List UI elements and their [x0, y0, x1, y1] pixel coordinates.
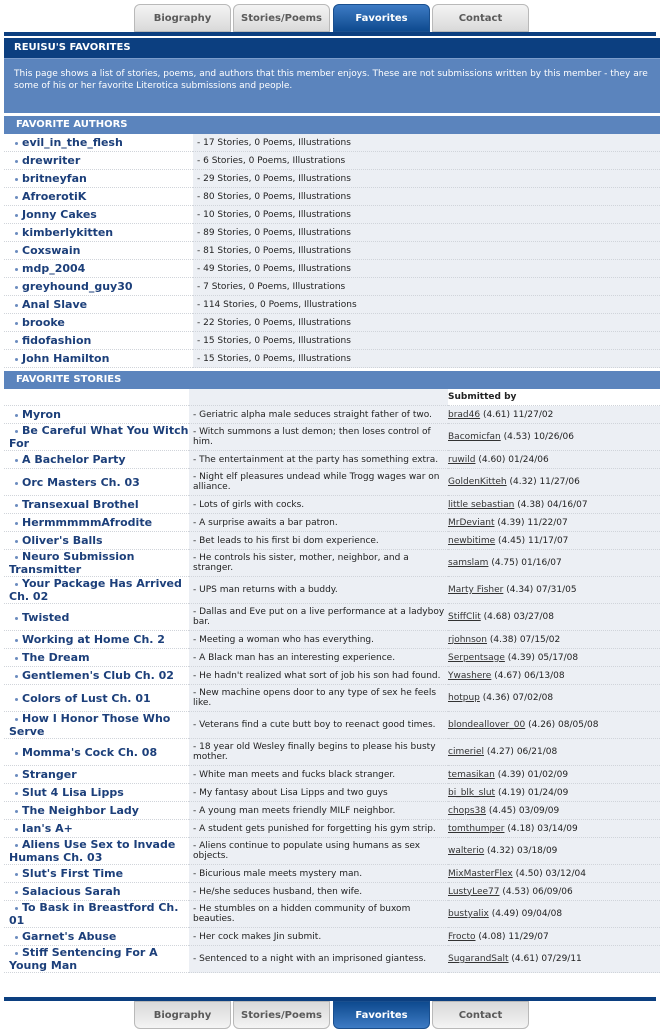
author-row: [4, 188, 660, 206]
story-description: - Bet leads to his first bi dom experience.: [189, 532, 448, 550]
author-stats: - 80 Stories, 0 Poems, Illustrations: [193, 188, 660, 206]
bullet-icon: [15, 504, 18, 507]
author-row: [4, 134, 660, 152]
story-row: [4, 838, 660, 865]
story-row: [4, 649, 660, 667]
author-row: [4, 278, 660, 296]
submitter-link[interactable]: Bacomicfan: [448, 432, 501, 442]
story-title-link[interactable]: Transexual Brothel: [22, 498, 139, 511]
bullet-icon: [15, 718, 18, 721]
story-title-link[interactable]: Oliver's Balls: [22, 534, 103, 547]
bullet-icon: [15, 556, 18, 559]
stories-table: [4, 389, 660, 973]
story-row: [4, 865, 660, 883]
story-title-link[interactable]: Neuro Submission Transmitter: [9, 550, 135, 576]
story-date: 03/14/09: [537, 823, 578, 834]
story-title-link[interactable]: Stranger: [22, 768, 77, 781]
story-rating: (4.36): [482, 693, 510, 703]
story-date: 10/26/06: [533, 432, 574, 442]
story-date: 07/15/02: [519, 634, 561, 645]
story-row: [4, 712, 660, 739]
favorites-content: [4, 38, 660, 973]
author-row: [4, 314, 660, 332]
story-date: 03/09/09: [518, 805, 560, 816]
story-date: 05/17/08: [537, 652, 579, 663]
bullet-icon: [15, 340, 18, 343]
submitter-link[interactable]: bi_blk_slut: [448, 787, 496, 798]
bullet-icon: [15, 583, 18, 586]
story-date: 07/02/08: [512, 693, 554, 703]
story-title-link[interactable]: Aliens Use Sex to Invade Humans Ch. 03: [9, 838, 176, 864]
bullet-icon: [15, 828, 18, 831]
submitter-link[interactable]: hotpup: [448, 693, 480, 703]
author-row: [4, 170, 660, 188]
submitter-link[interactable]: Ywashere: [448, 670, 492, 681]
author-link[interactable]: kimberlykitten: [22, 226, 114, 239]
tab-stories-poems[interactable]: Stories/Poems: [233, 1001, 330, 1029]
story-rating: (4.32): [509, 477, 537, 487]
story-row: [4, 577, 660, 604]
story-rating: (4.26): [528, 720, 556, 730]
bullet-icon: [15, 540, 18, 543]
story-date: 04/16/07: [547, 499, 588, 510]
submitter-link[interactable]: Marty Fisher: [448, 585, 504, 595]
story-description: - A student gets punished for forgetting his gym strip.: [189, 820, 448, 838]
submitter-link[interactable]: temasikan: [448, 769, 495, 780]
story-date: 11/22/07: [527, 517, 568, 528]
author-link[interactable]: drewriter: [22, 154, 81, 167]
story-row: [4, 784, 660, 802]
story-row: [4, 514, 660, 532]
story-rating: (4.32): [487, 846, 515, 856]
bullet-icon: [15, 142, 18, 145]
favorite-stories-header: FAVORITE STORIES: [4, 371, 660, 389]
story-rating: (4.50): [515, 868, 543, 879]
authors-table: [4, 134, 660, 368]
bullet-icon: [15, 907, 18, 910]
story-row: [4, 424, 660, 451]
submitter-link[interactable]: blondeallover_00: [448, 720, 526, 730]
author-row: [4, 332, 660, 350]
bullet-icon: [15, 936, 18, 939]
story-date: 01/24/09: [527, 787, 569, 798]
author-link[interactable]: fidofashion: [22, 334, 92, 347]
story-description: - 18 year old Wesley finally begins to please his busty mother.: [189, 739, 448, 766]
story-rating: (4.53): [502, 886, 530, 897]
author-row: [4, 260, 660, 278]
story-title-link[interactable]: How I Honor Those Who Serve: [9, 712, 171, 738]
author-stats: - 7 Stories, 0 Poems, Illustrations: [193, 278, 660, 296]
story-date: 06/13/08: [524, 670, 565, 681]
story-rating: (4.34): [506, 585, 534, 595]
story-date: 11/27/02: [512, 409, 554, 420]
intro-text: This page shows a list of stories, poems, and authors that this member enjoys. These are not submissions written by this member - they are some of his or her favorite Literotica submissions and people.: [4, 58, 660, 113]
story-rating: (4.39): [497, 769, 525, 780]
bullet-icon: [15, 952, 18, 955]
bullet-icon: [15, 160, 18, 163]
story-description: - Dallas and Eve put on a live performance at a ladyboy bar.: [189, 604, 448, 631]
story-rating: (4.61): [482, 409, 511, 420]
story-title-link[interactable]: HermmmmmAfrodite: [22, 516, 153, 529]
story-description: - Veterans find a cute butt boy to reenact good times.: [189, 712, 448, 739]
story-row: [4, 469, 660, 496]
story-date: 03/27/08: [513, 612, 554, 622]
story-title-link[interactable]: The Neighbor Lady: [22, 804, 139, 817]
story-date: 11/17/07: [527, 535, 569, 546]
story-row: [4, 667, 660, 685]
bullet-icon: [15, 792, 18, 795]
story-rating: (4.68): [483, 612, 511, 622]
story-rating: (4.39): [507, 652, 535, 663]
bullet-icon: [15, 657, 18, 660]
author-link[interactable]: Jonny Cakes: [22, 208, 97, 221]
story-row: [4, 604, 660, 631]
bullet-icon: [15, 286, 18, 289]
bottom-tab-bar: [0, 1001, 660, 1031]
story-row: [4, 685, 660, 712]
tab-biography[interactable]: Biography: [134, 1001, 231, 1029]
story-description: - A Black man has an interesting experience.: [189, 649, 448, 667]
story-rating: (4.45): [498, 535, 526, 546]
story-description: - UPS man returns with a buddy.: [189, 577, 448, 604]
bullet-icon: [15, 873, 18, 876]
story-row: [4, 928, 660, 946]
bullet-icon: [15, 617, 18, 620]
author-link[interactable]: AfroerotiK: [22, 190, 87, 203]
submitter-link[interactable]: SugarandSalt: [448, 954, 509, 964]
bullet-icon: [15, 459, 18, 462]
submitter-link[interactable]: chops38: [448, 805, 487, 816]
story-description: - Witch summons a lust demon; then loses control of him.: [189, 424, 448, 451]
page-title: REUISU'S FAVORITES: [4, 38, 660, 58]
bullet-icon: [15, 844, 18, 847]
story-title-link[interactable]: Twisted: [22, 610, 70, 624]
story-description: - Aliens continue to populate using humans as sex objects.: [189, 838, 448, 865]
story-date: 07/29/11: [541, 954, 582, 964]
submitter-link[interactable]: Serpentsage: [448, 652, 505, 663]
story-title-link[interactable]: Slut 4 Lisa Lipps: [22, 786, 124, 799]
submitter-link[interactable]: brad46: [448, 409, 481, 420]
bullet-icon: [15, 698, 18, 701]
story-rating: (4.45): [488, 805, 516, 816]
author-row: [4, 350, 660, 368]
story-row: [4, 550, 660, 577]
bullet-icon: [15, 675, 18, 678]
story-description: - Sentenced to a night with an imprisoned giantess.: [189, 946, 448, 973]
story-rating: (4.53): [503, 432, 531, 442]
tab-favorites[interactable]: Favorites: [333, 1001, 430, 1029]
submitter-link[interactable]: LustyLee77: [448, 886, 500, 897]
story-rating: (4.18): [507, 823, 535, 834]
author-stats: - 114 Stories, 0 Poems, Illustrations: [193, 296, 660, 314]
tab-contact[interactable]: Contact: [432, 1001, 529, 1029]
story-date: 07/31/05: [536, 585, 577, 595]
submitter-link[interactable]: little sebastian: [448, 499, 515, 510]
bullet-icon: [15, 430, 18, 433]
bullet-icon: [15, 891, 18, 894]
story-rating: (4.61): [511, 954, 539, 964]
author-stats: - 10 Stories, 0 Poems, Illustrations: [193, 206, 660, 224]
bullet-icon: [15, 196, 18, 199]
story-row: [4, 901, 660, 928]
author-stats: - 89 Stories, 0 Poems, Illustrations: [193, 224, 660, 242]
top-tab-bar: [0, 4, 660, 34]
author-stats: - 81 Stories, 0 Poems, Illustrations: [193, 242, 660, 260]
author-stats: - 17 Stories, 0 Poems, Illustrations: [193, 134, 660, 152]
submitter-link[interactable]: cimeriel: [448, 747, 484, 757]
tab-contact[interactable]: Contact: [432, 4, 529, 32]
story-description: - He hadn't realized what sort of job his son had found.: [189, 667, 448, 685]
story-rating: (4.67): [494, 670, 522, 681]
story-rating: (4.39): [497, 517, 525, 528]
story-description: - Her cock makes Jin submit.: [189, 928, 448, 946]
story-description: - My fantasy about Lisa Lipps and two guys: [189, 784, 448, 802]
submitter-link[interactable]: walterio: [448, 846, 485, 856]
author-stats: - 15 Stories, 0 Poems, Illustrations: [193, 350, 660, 368]
author-row: [4, 242, 660, 260]
author-link[interactable]: brooke: [22, 316, 65, 329]
author-stats: - 29 Stories, 0 Poems, Illustrations: [193, 170, 660, 188]
submitter-link[interactable]: samslam: [448, 558, 489, 568]
story-title-link[interactable]: Gentlemen's Club Ch. 02: [22, 669, 174, 682]
story-title-link[interactable]: Your Package Has Arrived Ch. 02: [9, 577, 182, 603]
bullet-icon: [15, 522, 18, 525]
story-title-link[interactable]: The Dream: [22, 651, 90, 664]
tab-favorites[interactable]: Favorites: [333, 4, 430, 32]
bullet-icon: [15, 322, 18, 325]
author-link[interactable]: Coxswain: [22, 244, 81, 257]
story-title-link[interactable]: To Bask in Breastford Ch. 01: [9, 901, 179, 927]
story-row: [4, 946, 660, 973]
story-date: 08/05/08: [558, 720, 599, 730]
author-link[interactable]: Anal Slave: [22, 298, 88, 311]
author-row: [4, 152, 660, 170]
story-rating: (4.27): [486, 747, 514, 757]
submitted-by-header: Submitted by: [448, 389, 660, 406]
bullet-icon: [15, 250, 18, 253]
submitter-link[interactable]: MixMasterFlex: [448, 868, 513, 879]
story-description: - Lots of girls with cocks.: [189, 496, 448, 514]
story-description: - He controls his sister, mother, neighbor, and a stranger.: [189, 550, 448, 577]
story-description: - Geriatric alpha male seduces straight father of two.: [189, 406, 448, 424]
story-date: 01/02/09: [527, 769, 569, 780]
bullet-icon: [15, 810, 18, 813]
bullet-icon: [15, 178, 18, 181]
story-rating: (4.75): [491, 558, 519, 568]
author-link[interactable]: John Hamilton: [22, 352, 110, 365]
story-description: - The entertainment at the party has something extra.: [189, 451, 448, 469]
story-description: - He stumbles on a hidden community of buxom beauties.: [189, 901, 448, 928]
author-row: [4, 296, 660, 314]
submitter-link[interactable]: GoldenKitteh: [448, 477, 507, 487]
story-date: 03/18/09: [516, 846, 558, 856]
story-row: [4, 820, 660, 838]
story-title-link[interactable]: Be Careful What You Witch For: [9, 424, 189, 450]
story-rating: (4.49): [491, 909, 519, 919]
story-rating: (4.38): [489, 634, 517, 645]
submitter-link[interactable]: rjohnson: [448, 634, 488, 645]
tab-biography[interactable]: Biography: [134, 4, 231, 32]
story-title-link[interactable]: A Bachelor Party: [22, 453, 126, 466]
story-title-link[interactable]: Momma's Cock Ch. 08: [22, 745, 158, 759]
story-date: 06/21/08: [516, 747, 558, 757]
bullet-icon: [15, 482, 18, 485]
bullet-icon: [15, 232, 18, 235]
submitter-link[interactable]: bustyalix: [448, 909, 489, 919]
story-rating: (4.08): [478, 931, 506, 942]
story-title-link[interactable]: Working at Home Ch. 2: [22, 633, 165, 646]
story-rating: (4.60): [478, 454, 506, 465]
story-description: - Bicurious male meets mystery man.: [189, 865, 448, 883]
author-stats: - 15 Stories, 0 Poems, Illustrations: [193, 332, 660, 350]
author-row: [4, 224, 660, 242]
story-date: 11/27/06: [539, 477, 580, 487]
story-title-link[interactable]: Slut's First Time: [22, 867, 124, 880]
bullet-icon: [15, 774, 18, 777]
bullet-icon: [15, 268, 18, 271]
story-title-link[interactable]: Myron: [22, 408, 61, 421]
story-title-link[interactable]: Salacious Sarah: [22, 885, 121, 898]
bullet-icon: [15, 639, 18, 642]
submitter-link[interactable]: MrDeviant: [448, 517, 495, 528]
story-row: [4, 766, 660, 784]
submitter-link[interactable]: StiffClit: [448, 612, 481, 622]
story-row: [4, 532, 660, 550]
story-date: 11/29/07: [508, 931, 549, 942]
bullet-icon: [15, 214, 18, 217]
story-date: 01/16/07: [521, 558, 562, 568]
story-title-link[interactable]: Ian's A+: [22, 822, 73, 835]
story-title-link[interactable]: Orc Masters Ch. 03: [22, 475, 140, 489]
author-link[interactable]: mdp_2004: [22, 262, 86, 275]
story-row: [4, 802, 660, 820]
submitter-link[interactable]: tomthumper: [448, 823, 505, 834]
tab-stories-poems[interactable]: Stories/Poems: [233, 4, 330, 32]
story-rating: (4.19): [497, 787, 525, 798]
story-title-link[interactable]: Stiff Sentencing For A Young Man: [9, 946, 158, 972]
author-row: [4, 206, 660, 224]
bullet-icon: [15, 414, 18, 417]
story-description: - White man meets and fucks black stranger.: [189, 766, 448, 784]
story-row: [4, 496, 660, 514]
author-stats: - 22 Stories, 0 Poems, Illustrations: [193, 314, 660, 332]
favorite-authors-header: FAVORITE AUTHORS: [4, 116, 660, 134]
story-description: - A young man meets friendly MILF neighbor.: [189, 802, 448, 820]
bullet-icon: [15, 752, 18, 755]
bullet-icon: [15, 304, 18, 307]
story-row: [4, 631, 660, 649]
story-date: 03/12/04: [545, 868, 586, 879]
author-link[interactable]: britneyfan: [22, 172, 87, 185]
story-description: - New machine opens door to any type of sex he feels like.: [189, 685, 448, 712]
story-description: - A surprise awaits a bar patron.: [189, 514, 448, 532]
story-date: 06/09/06: [532, 886, 573, 897]
story-description: - Meeting a woman who has everything.: [189, 631, 448, 649]
author-link[interactable]: evil_in_the_flesh: [22, 136, 123, 149]
story-description: - He/she seduces husband, then wife.: [189, 883, 448, 901]
top-divider: [4, 32, 656, 36]
author-link[interactable]: greyhound_guy30: [22, 280, 133, 293]
bullet-icon: [15, 358, 18, 361]
story-row: [4, 883, 660, 901]
story-title-link[interactable]: Garnet's Abuse: [22, 930, 117, 943]
author-stats: - 6 Stories, 0 Poems, Illustrations: [193, 152, 660, 170]
story-date: 01/24/06: [508, 454, 549, 465]
author-stats: - 49 Stories, 0 Poems, Illustrations: [193, 260, 660, 278]
story-row: [4, 739, 660, 766]
stories-table-header: [4, 389, 660, 406]
story-row: [4, 406, 660, 424]
story-description: - Night elf pleasures undead while Trogg wages war on alliance.: [189, 469, 448, 496]
submitter-link[interactable]: ruwild: [448, 454, 476, 465]
story-date: 09/04/08: [521, 909, 563, 919]
submitter-link[interactable]: newbitime: [448, 535, 496, 546]
story-row: [4, 451, 660, 469]
story-rating: (4.38): [517, 499, 545, 510]
submitter-link[interactable]: Frocto: [448, 931, 476, 942]
story-title-link[interactable]: Colors of Lust Ch. 01: [22, 691, 151, 705]
